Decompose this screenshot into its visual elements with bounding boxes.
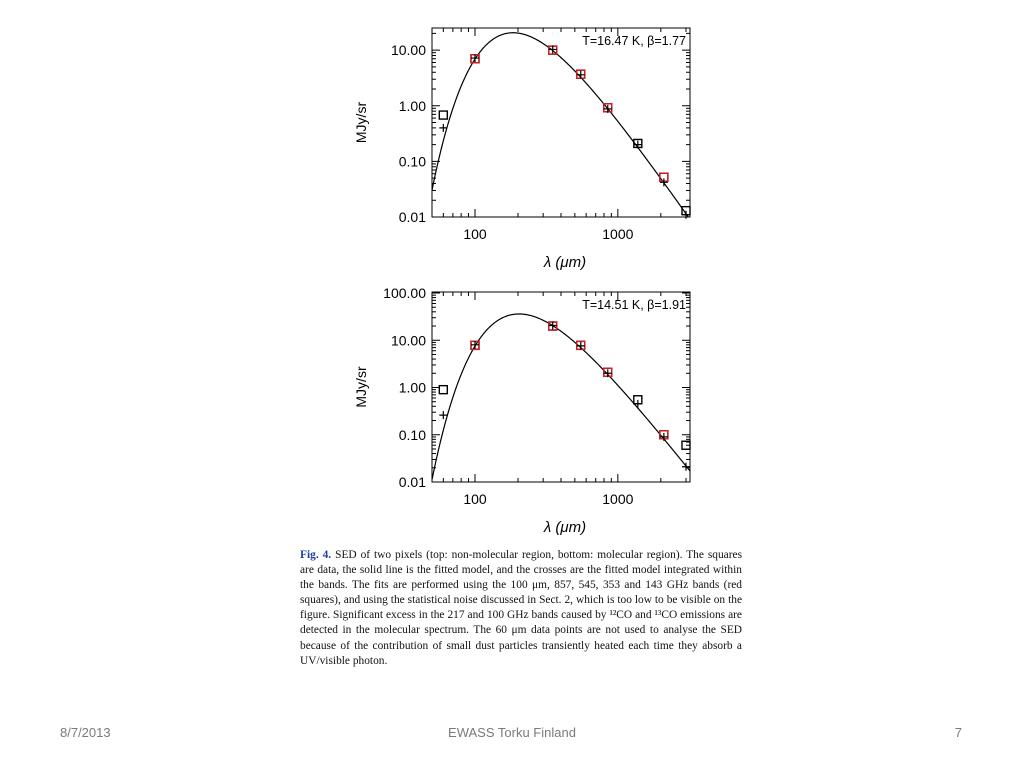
chart2-data-square-marker: [439, 386, 447, 394]
footer-date: 8/7/2013: [60, 725, 111, 740]
chart1-y-axis-label: MJy/sr: [353, 101, 369, 144]
chart1-x-tick-label: 100: [463, 226, 487, 242]
chart2-model-curve: [432, 314, 690, 480]
chart2-x-tick-label: 1000: [602, 491, 634, 507]
chart1-y-tick-label: 0.01: [398, 209, 426, 225]
chart1-fit-annotation: T=16.47 K, β=1.77: [582, 34, 686, 48]
chart2-y-tick-label: 0.01: [398, 474, 426, 490]
chart1-x-axis-label: λ (μm): [543, 254, 587, 271]
figure-caption: [300, 548, 742, 669]
caption-text: SED of two pixels (top: non-molecular region, bottom: molecular region). The squares are data, the solid line is the fitted model, and the crosses are the fitted model integrated within the bands. The fits are performed using the 100 μm, 857, 545, 353 and 143 GHz bands (red squares), and using the statistical noise discussed in Sect. 2, which is too low to be visible on the figure. Significant excess in the 217 and 100 GHz bands caused by ¹²CO and ¹³CO emissions are detected in the molecular spectrum. The 60 μm data points are not used to analyse the SED because of the contribution of small dust particles transiently heated each time they absorb a UV/visible photon.: [300, 549, 743, 667]
chart1-y-tick-label: 1.00: [398, 97, 426, 114]
chart2-cross-marker: [660, 433, 668, 441]
chart2-y-tick-label: 10.00: [390, 332, 426, 349]
footer-title: EWASS Torku Finland: [448, 725, 576, 740]
chart1-y-tick-label: 0.10: [398, 153, 426, 170]
chart2-x-tick-label: 100: [463, 491, 487, 507]
chart2-x-axis-label: λ (μm): [543, 519, 587, 536]
chart1-data-square-marker: [439, 111, 447, 119]
chart1-x-tick-label: 1000: [602, 226, 634, 242]
chart2-fit-annotation: T=14.51 K, β=1.91: [582, 298, 686, 312]
chart2-cross-marker: [634, 400, 642, 408]
caption-label: Fig. 4.: [300, 549, 332, 561]
footer-page-number: 7: [954, 725, 962, 740]
chart2: [353, 285, 690, 536]
chart1-y-tick-label: 10.00: [390, 42, 426, 59]
chart1: [353, 28, 690, 271]
chart2-y-tick-label: 100.00: [383, 285, 426, 302]
chart2-frame: [432, 292, 690, 482]
chart2-y-tick-label: 1.00: [398, 379, 426, 396]
chart2-y-tick-label: 0.10: [398, 426, 426, 443]
chart2-y-axis-label: MJy/sr: [353, 366, 369, 408]
